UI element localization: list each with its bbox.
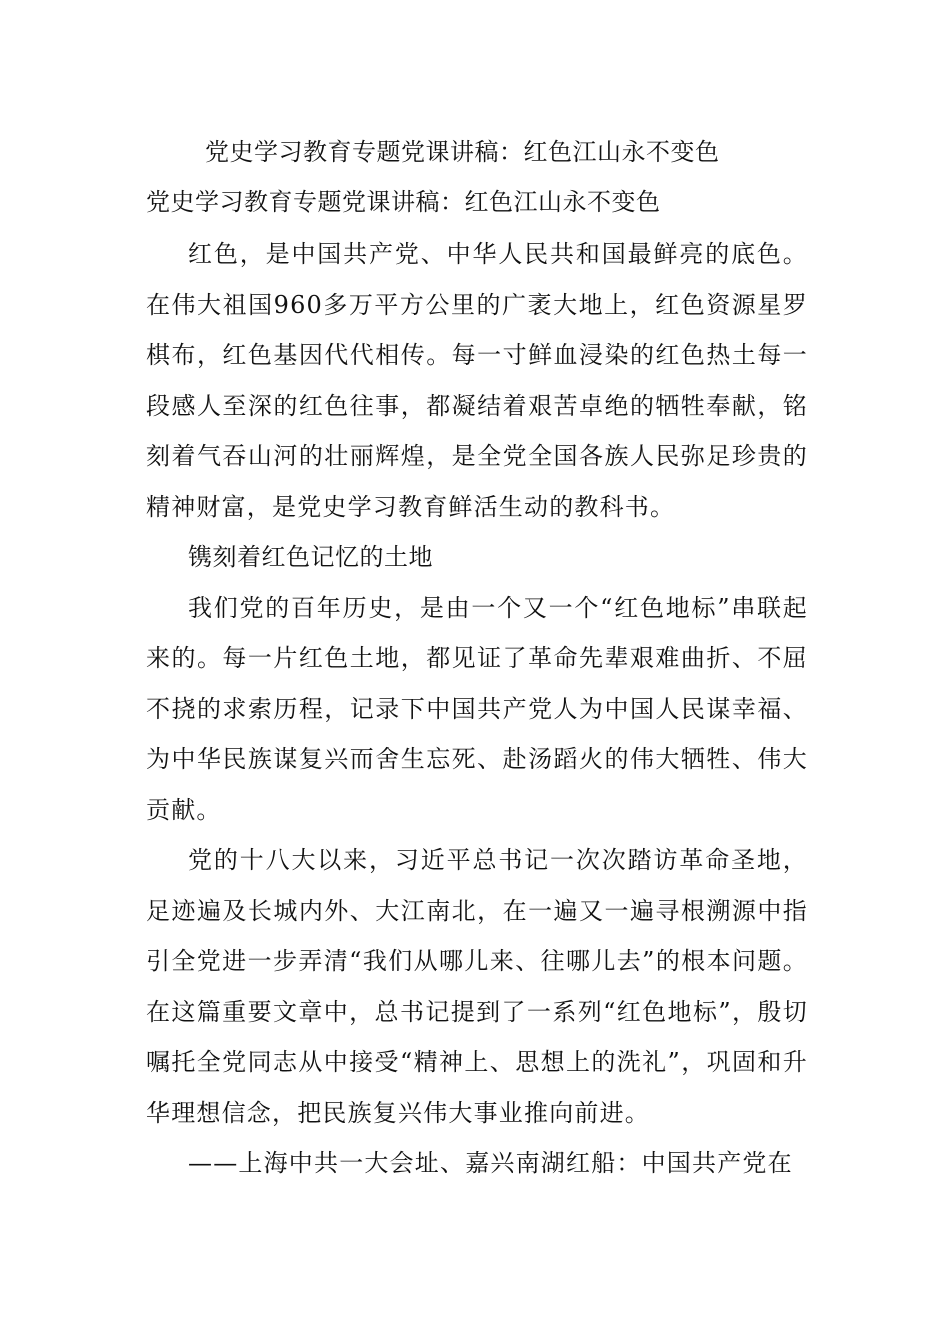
document-title: 党史学习教育专题党课讲稿：红色江山永不变色 <box>205 138 720 166</box>
document-body <box>146 229 808 1189</box>
section-heading: 镌刻着红色记忆的土地 <box>188 543 433 571</box>
paragraph-red-landmarks: 我们党的百年历史，是由一个又一个“红色地标”串联起来的。每一片红色土地，都见证了革命先辈艰难曲折、不屈不挠的求索历程，记录下中国共产党人为中国人民谋幸福、为中华民族谋复兴而舍生忘死、赴汤蹈火的伟大牺牲、伟大贡献。 <box>146 593 808 824</box>
document-subtitle: 党史学习教育专题党课讲稿：红色江山永不变色 <box>146 188 661 216</box>
paragraph-shanghai-jiaxing: ——上海中共一大会址、嘉兴南湖红船：中国共产党在 <box>188 1149 793 1177</box>
paragraph-general-secretary: 党的十八大以来，习近平总书记一次次踏访革命圣地，足迹遍及长城内外、大江南北，在一遍又一遍寻根溯源中指引全党进一步弄清“我们从哪儿来、往哪儿去”的根本问题。在这篇重要文章中，总书记提到了一系列“红色地标”，殷切嘱托全党同志从中接受“精神上、思想上的洗礼”，巩固和升华理想信念，把民族复兴伟大事业推向前进。 <box>146 846 808 1127</box>
paragraph-intro: 红色，是中国共产党、中华人民共和国最鲜亮的底色。在伟大祖国960多万平方公里的广袤大地上，红色资源星罗棋布，红色基因代代相传。每一寸鲜血浸染的红色热土每一段感人至深的红色往事，都凝结着艰苦卓绝的牺牲奉献，铭刻着气吞山河的壮丽辉煌，是全党全国各族人民弥足珍贵的精神财富，是党史学习教育鲜活生动的教科书。 <box>146 240 808 521</box>
